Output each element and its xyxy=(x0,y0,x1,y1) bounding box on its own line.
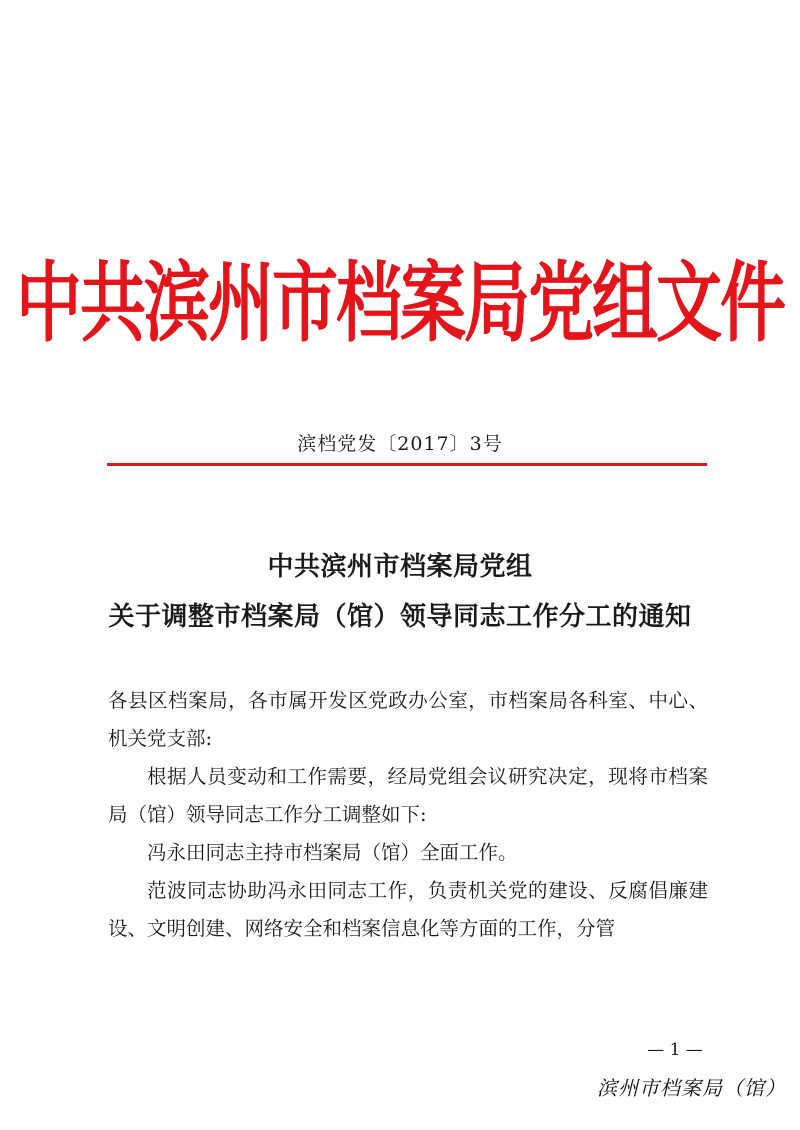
notice-title-line2: 关于调整市档案局（馆）领导同志工作分工的通知 xyxy=(108,602,692,632)
red-divider-line xyxy=(107,463,707,466)
notice-body xyxy=(108,682,708,948)
notice-title-line1: 中共滨州市档案局党组 xyxy=(267,552,533,582)
document-number: 滨档党发〔2017〕3号 xyxy=(297,433,503,455)
watermark-text: 滨州市档案局（馆） xyxy=(597,1076,786,1100)
body-paragraph: 范波同志协助冯永田同志工作，负责机关党的建设、反腐倡廉建设、文明创建、网络安全和档案信息化等方面的工作，分管 xyxy=(108,879,708,940)
red-header-title: 中共滨州市档案局党组文件 xyxy=(16,252,784,355)
body-paragraph: 冯永田同志主持市档案局（馆）全面工作。 xyxy=(147,841,518,864)
body-paragraph: 根据人员变动和工作需要，经局党组会议研究决定，现将市档案局（馆）领导同志工作分工调整如下: xyxy=(108,765,708,826)
page-number: — 1 — xyxy=(647,1040,703,1060)
salutation: 各县区档案局，各市属开发区党政办公室，市档案局各科室、中心、机关党支部: xyxy=(108,689,708,750)
